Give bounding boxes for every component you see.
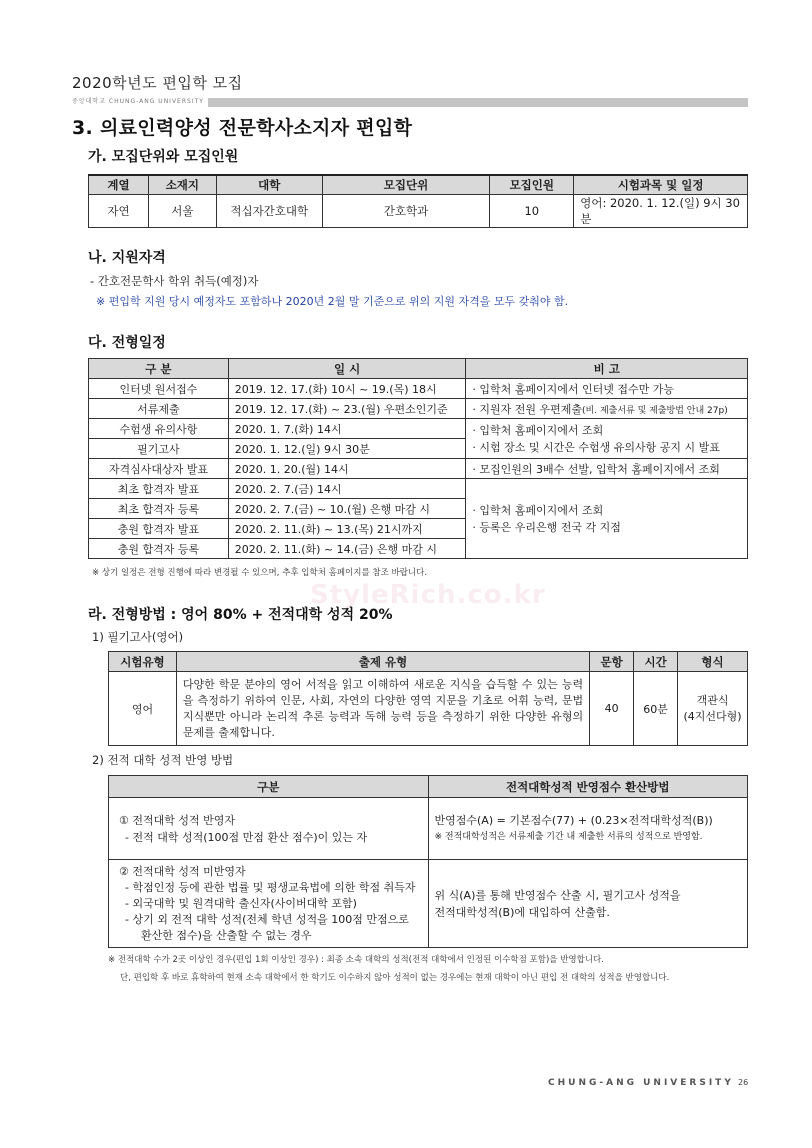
exam-format [678,672,748,746]
grade-method [428,798,748,860]
table-cell: 적십자간호대학 [216,194,322,227]
grade-subheading: 2) 전적 대학 성적 반영 방법 [92,753,234,767]
header-cell: 계열 [89,175,149,194]
grade-method-line: 전적대학성적(B)에 대입하여 산출함. [434,905,610,919]
header-cell: 모집인원 [490,175,574,194]
note-text: · 입학처 홈페이지에서 조회 [472,423,604,437]
grade-category-item: - 상기 외 전적 대학 성적(전체 학년 성적을 100점 만점으로 [125,912,409,926]
schedule-date: 2020. 1. 7.(화) 14시 [228,419,466,439]
schedule-note: · 모집인원의 3배수 선발, 입학처 홈페이지에서 조회 [466,459,748,479]
grade-table [108,775,748,948]
schedule-label: 충원 합격자 등록 [89,539,229,559]
grade-category-title: ② 전적대학 성적 미반영자 [119,864,246,878]
page-number: 26 [738,1078,749,1087]
header-cell: 구 분 [89,359,229,379]
schedule-label: 자격심사대상자 발표 [89,459,229,479]
schedule-date: 2020. 2. 7.(금) ~ 10.(월) 은행 마감 시 [228,499,466,519]
grade-formula-note: ※ 전적대학성적은 서류제출 기간 내 제출한 서류의 성적으로 반영함. [434,831,703,842]
note-text: · 시험 장소 및 시간은 수험생 유의사항 공지 시 발표 [472,440,720,454]
grade-category-item: - 외국대학 및 원격대학 출신자(사이버대학 포함) [125,896,357,910]
exam-table [108,651,748,746]
schedule-date: 2019. 12. 17.(화) 10시 ~ 19.(목) 18시 [228,379,466,399]
grade-category-title: ① 전적대학 성적 반영자 [119,813,235,827]
grade-category-item: - 학점인정 등에 관한 법률 및 평생교육법에 의한 학점 취득자 [125,880,416,894]
schedule-label: 인터넷 원서접수 [89,379,229,399]
note-text: · 지원자 전원 우편제출 [472,402,583,416]
schedule-label: 서류제출 [89,399,229,419]
table-cell: 자연 [89,194,149,227]
note-reference: (비. 제출서류 및 제출방법 안내 27p) [582,405,728,416]
note-text: · 입학처 홈페이지에서 조회 [472,503,604,517]
exam-format-line: 객관식 [696,693,729,707]
header-cell: 비 고 [466,359,748,379]
schedule-label: 필기고사 [89,439,229,459]
watermark-text: StyleRich.co.kr [310,580,546,610]
header-cell: 시험과목 및 일정 [574,175,748,194]
grade-method-line: 위 식(A)를 통해 반영점수 산출 시, 필기고사 성적을 [434,888,681,902]
header-cell: 모집단위 [322,175,490,194]
schedule-table [88,358,748,559]
subsection-title-ra: 라. 전형방법 : 영어 80% + 전적대학 성적 20% [88,607,393,623]
grade-method [428,860,748,948]
university-logo-text: 중앙대학교 CHUNG-ANG UNIVERSITY [72,98,204,105]
grade-footnote-2: 단, 편입학 후 바로 휴학하여 현재 소속 대학에서 한 학기도 이수하지 않아 성적이 없는 경우에는 현재 대학이 아닌 편입 전 대학의 성적을 반영합니다. [120,973,670,983]
table-cell: 영어: 2020. 1. 12.(일) 9시 30분 [574,194,748,227]
schedule-note: · 입학처 홈페이지에서 인터넷 접수만 가능 [466,379,748,399]
grade-category [109,860,429,948]
grade-category-item: 환산한 점수)을 산출할 수 없는 경우 [141,928,312,942]
grade-category [109,798,429,860]
subsection-title-da: 다. 전형일정 [88,335,166,351]
grade-formula: 반영점수(A) = 기본점수(77) + (0.23×전적대학성적(B)) [434,813,713,827]
header-divider-bar [208,98,748,107]
note-text: · 등록은 우리은행 전국 각 지점 [472,520,621,534]
schedule-date: 2019. 12. 17.(화) ~ 23.(월) 우편소인기준 [228,399,466,419]
qualification-note: ※ 편입학 지원 당시 예정자도 포함하나 2020년 2월 말 기준으로 위의 지원 자격을 모두 갖춰야 함. [96,295,569,308]
subsection-title-ga: 가. 모집단위와 모집인원 [88,149,239,165]
header-cell: 구분 [109,776,429,798]
header-cell: 시간 [634,652,678,672]
schedule-date: 2020. 1. 20.(월) 14시 [228,459,466,479]
exam-count: 40 [590,672,634,746]
schedule-date: 2020. 2. 7.(금) 14시 [228,479,466,499]
schedule-label: 최초 합격자 발표 [89,479,229,499]
schedule-note [466,479,748,559]
recruitment-table [88,174,748,228]
schedule-date: 2020. 2. 11.(화) ~ 14.(금) 은행 마감 시 [228,539,466,559]
schedule-date: 2020. 2. 11.(화) ~ 13.(목) 21시까지 [228,519,466,539]
header-cell: 문항 [590,652,634,672]
header-cell: 대학 [216,175,322,194]
header-cell: 형식 [678,652,748,672]
table-cell: 간호학과 [322,194,490,227]
table-cell: 서울 [148,194,216,227]
schedule-label: 충원 합격자 발표 [89,519,229,539]
subsection-title-na: 나. 지원자격 [88,250,166,266]
schedule-label: 수험생 유의사항 [89,419,229,439]
header-cell: 일 시 [228,359,466,379]
header-cell: 소재지 [148,175,216,194]
schedule-note [466,419,748,459]
schedule-date: 2020. 1. 12.(일) 9시 30분 [228,439,466,459]
section-title: 3. 의료인력양성 전문학사소지자 편입학 [72,117,413,139]
schedule-note [466,399,748,419]
schedule-footnote: ※ 상기 일정은 전형 진행에 따라 변경될 수 있으며, 추후 입학처 홈페이지를 참조 바랍니다. [92,568,428,578]
exam-subheading: 1) 필기고사(영어) [92,630,184,644]
exam-format-line: (4지선다형) [683,709,742,723]
footer-brand: CHUNG-ANG UNIVERSITY [548,1078,734,1088]
header-cell: 출제 유형 [176,652,589,672]
exam-type: 영어 [109,672,177,746]
qualification-line: - 간호전문학사 학위 취득(예정)자 [90,274,259,288]
table-cell: 10 [490,194,574,227]
grade-category-item: - 전적 대학 성적(100점 만점 환산 점수)이 있는 자 [125,830,368,844]
header-cell: 시험유형 [109,652,177,672]
exam-time: 60분 [634,672,678,746]
document-header-title: 2020학년도 편입학 모집 [72,74,243,92]
schedule-label: 최초 합격자 등록 [89,499,229,519]
grade-footnote-1: ※ 전적대학 수가 2곳 이상인 경우(편입 1회 이상인 경우) : 최종 소속 대학의 성적(전적 대학에서 인정된 이수학점 포함)을 반영합니다. [108,955,604,965]
header-cell: 전적대학성적 반영점수 환산방법 [428,776,748,798]
exam-description: 다양한 학문 분야의 영어 서적을 읽고 이해하여 새로운 지식을 습득할 수 있는 능력을 측정하기 위하여 인문, 사회, 자연의 다양한 영역 지문을 기초로 어휘 능력, 문법 지식뿐만 아니라 논리적 추론 능력과 독해 능력 등을 측정하기 위한 다양한 유형의 문제를 출제합니다. [176,672,589,746]
